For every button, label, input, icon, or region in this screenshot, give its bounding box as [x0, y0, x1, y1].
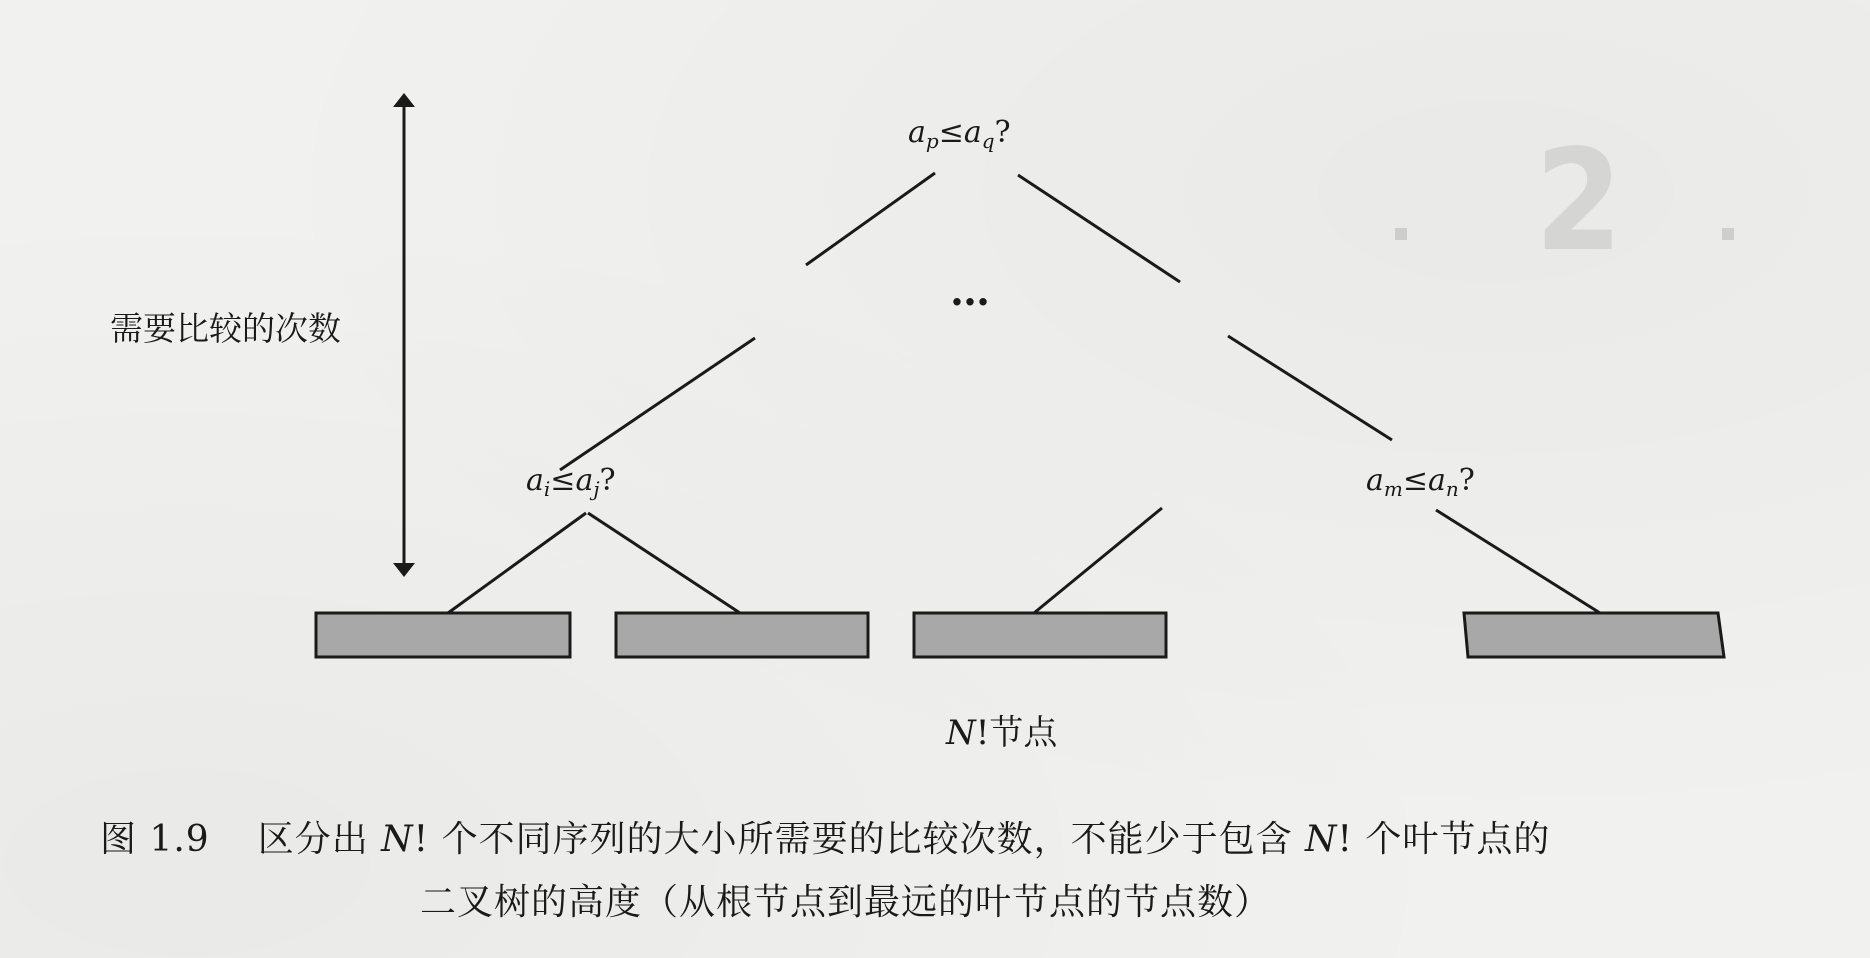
right-var-a: a	[1366, 463, 1384, 498]
root-op: ≤	[938, 115, 964, 150]
root-node-label	[908, 115, 1011, 153]
edge-left-leaf2	[588, 513, 740, 613]
leaf-node-3	[914, 613, 1166, 657]
edge-right-leaf4	[1436, 510, 1600, 613]
ellipsis: …	[950, 268, 990, 315]
caption-n2: N	[1305, 819, 1338, 860]
root-var-b: a	[963, 115, 982, 150]
left-op: ≤	[550, 463, 576, 498]
leaf-node-1	[316, 613, 570, 657]
figure-caption-line1	[100, 819, 1551, 860]
caption-bang1: !	[413, 819, 430, 860]
left-question: ?	[599, 463, 616, 498]
root-var-a: a	[908, 115, 926, 150]
leaf-node-4	[1464, 613, 1724, 657]
edge-middle-leaf3	[1034, 508, 1162, 613]
figure-number: 图 1.9	[100, 819, 210, 860]
leaf-node-2	[616, 613, 868, 657]
left-var-b: a	[575, 463, 594, 498]
edge-root-right-upper	[1018, 175, 1180, 282]
right-sub-n: n	[1445, 477, 1459, 501]
caption-text-b: 个不同序列的大小所需要的比较次数，不能少于包含	[429, 819, 1306, 860]
right-question: ?	[1458, 463, 1475, 498]
edge-root-left-lower	[560, 338, 755, 470]
figure-caption-line2: 二叉树的高度（从根节点到最远的叶节点的节点数）	[420, 882, 1272, 923]
caption-text-a: 区分出	[257, 819, 382, 860]
root-sub-q: q	[981, 129, 995, 153]
leaf-count-bang: !	[975, 713, 990, 753]
leaf-count-label	[946, 713, 1058, 753]
edge-left-leaf1	[448, 513, 586, 613]
caption-text-c: 个叶节点的	[1352, 819, 1551, 860]
caption-n1: N	[381, 819, 414, 860]
left-sub-j: j	[593, 477, 600, 501]
left-sub-i: i	[543, 477, 551, 501]
comparison-count-label: 需要比较的次数	[110, 309, 341, 348]
right-var-b: a	[1428, 463, 1446, 498]
right-node-label	[1366, 463, 1475, 501]
leaf-count-suffix: 节点	[989, 713, 1058, 753]
right-sub-m: m	[1383, 477, 1403, 501]
right-op: ≤	[1402, 463, 1428, 498]
root-question: ?	[994, 115, 1011, 150]
leaf-count-n: N	[946, 713, 976, 753]
left-node-label	[526, 463, 616, 501]
root-sub-p: p	[925, 129, 939, 153]
edge-root-left-upper	[806, 173, 935, 265]
caption-bang2: !	[1337, 819, 1353, 860]
edge-root-right-lower	[1228, 336, 1392, 440]
left-var-a: a	[526, 463, 544, 498]
bleed-through-chapter-number: 2	[1534, 120, 1623, 283]
